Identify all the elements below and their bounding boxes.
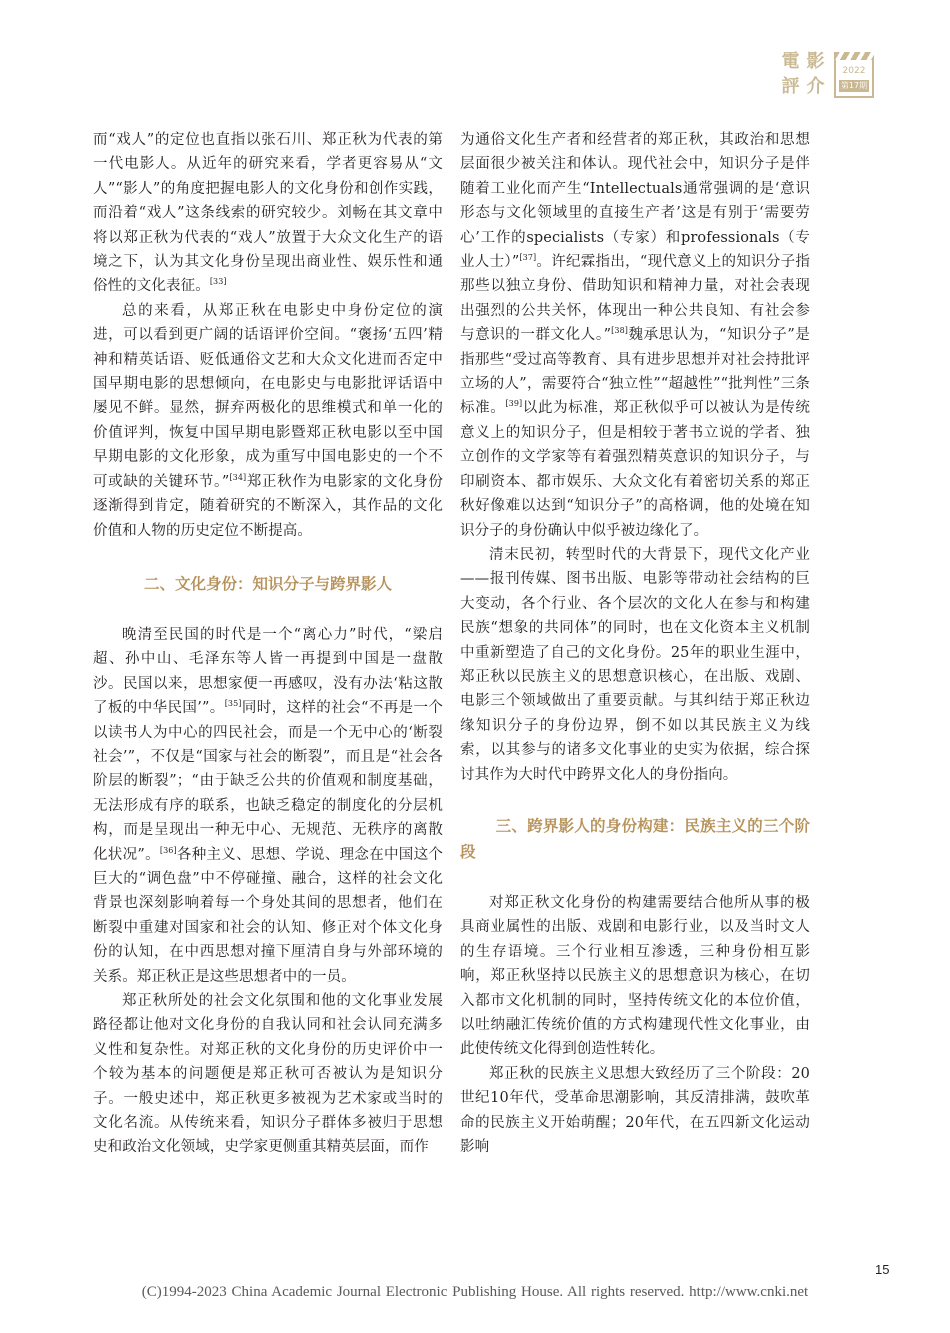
page-number: 15 xyxy=(875,1262,890,1277)
logo-char: 介 xyxy=(806,76,825,97)
citation-ref: [37] xyxy=(519,253,537,263)
right-column xyxy=(460,128,810,1159)
body-paragraph xyxy=(93,989,443,1160)
body-paragraph xyxy=(460,543,810,787)
body-paragraph xyxy=(93,128,443,299)
logo-char: 影 xyxy=(806,51,825,72)
body-paragraph xyxy=(93,299,443,543)
paragraph-text: 魏承思认为，“知识分子”是指那些“受过高等教育、具有进步思想并对社会持批评立场的人”，需要符合“独立性”“超越性”“批判性”三条标准。 xyxy=(460,327,811,417)
paragraph-text: 各种主义、思想、学说、理念在中国这个巨大的“调色盘”中不停碰撞、融合，这样的社会文化背景也深刻影响着每一个身处其间的思想者，他们在断裂中重建对国家和社会的认知、修正对个体文化身份的认知，在中西思想对撞下厘清自身与外部环境的关系。郑正秋正是这些思想者中的一员。 xyxy=(93,846,443,985)
paragraph-text: 。许纪霖指出，“现代意义上的知识分子指那些以独立身份、借助知识和精神力量，对社会表现出强烈的公共关怀，体现出一种公共良知、有社会参与意识的一群文化人。” xyxy=(460,254,811,344)
logo-char: 電 xyxy=(781,51,800,72)
citation-ref: [36] xyxy=(159,845,177,855)
paragraph-text: 郑正秋的民族主义思想大致经历了三个阶段：20世纪10年代，受革命思潮影响，其反清排满，鼓吹革命的民族主义开始萌醒；20年代，在五四新文化运动影响 xyxy=(460,1065,810,1156)
paragraph-text: 郑正秋所处的社会文化氛围和他的文化事业发展路径都让他对文化身份的自我认同和社会认同充满多义性和复杂性。对郑正秋的文化身份的历史评价中一个较为基本的问题便是郑正秋可否被认为是知识分子。一般史述中，郑正秋更多被视为艺术家或当时的文化名流。从传统来看，知识分子群体多被归于思想史和政治文化领域，史学家更侧重其精英层面，而作 xyxy=(93,993,443,1156)
body-paragraph xyxy=(460,1062,810,1160)
body-paragraph xyxy=(460,128,810,543)
paragraph-text: 为通俗文化生产者和经营者的郑正秋，其政治和思想层面很少被关注和体认。现代社会中，知识分子是伴随着工业化而产生“Intellectuals通常强调的是‘意识形态与文化领域里的直接生产者’这是有别于‘需要劳心’工作的specialists（专家）和professionals（专业人士）” xyxy=(460,132,810,271)
paragraph-text: 清末民初，转型时代的大背景下，现代文化产业——报刊传媒、图书出版、电影等带动社会结构的巨大变动，各个行业、各个层次的文化人在参与和构建民族“想象的共同体”的同时，也在文化资本主义机制中重新塑造了自己的文化身份。25年的职业生涯中，郑正秋以民族主义的思想意识核心，在出版、戏剧、电影三个领域做出了重要贡献。与其纠结于郑正秋边缘知识分子的身份边界，倒不如以其民族主义为线索，以其参与的诸多文化事业的史实为依据，综合探讨其作为大时代中跨界文化人的身份指向。 xyxy=(460,546,810,783)
left-column xyxy=(93,128,443,1160)
section-heading: 三、跨界影人的身份构建：民族主义的三个阶段 xyxy=(460,816,810,861)
citation-ref: [34] xyxy=(229,472,247,482)
journal-logo xyxy=(778,50,876,100)
body-paragraph xyxy=(93,623,443,989)
body-paragraph xyxy=(460,891,810,1062)
paragraph-text: 郑正秋作为电影家的文化身份逐渐得到肯定，随着研究的不断深入，其作品的文化价值和人物的历史定位不断提高。 xyxy=(93,473,443,539)
copyright-footer: (C)1994-2023 China Academic Journal Electronic Publishing House. All rights reserved. http://www.cnki.net xyxy=(141,1284,809,1300)
citation-ref: [35] xyxy=(224,699,242,709)
paragraph-text: 而“戏人”的定位也直指以张石川、郑正秋为代表的第一代电影人。从近年的研究来看，学者更容易从“文人”“影人”的角度把握电影人的文化身份和创作实践，而沿着“戏人”这条线索的研究较少。刘畅在其文章中将以郑正秋为代表的“戏人”放置于大众文化生产的语境之下，认为其文化身份呈现出商业性、娱乐性和通俗性的文化表征。 xyxy=(93,132,443,295)
paragraph-text: 同时，这样的社会“不再是一个以读书人为中心的四民社会，而是一个无中心的‘断裂社会’”，不仅是“国家与社会的断裂”，而且是“社会各阶层的断裂”；“由于缺乏公共的价值观和制度基础，无法形成有序的联系，也缺乏稳定的制度化的分层机构，而是呈现出一种无中心、无规范、无秩序的离散化状况”。 xyxy=(93,700,443,863)
logo-year: 2022 xyxy=(842,66,866,76)
logo-characters xyxy=(778,50,828,100)
citation-ref: [33] xyxy=(209,277,227,287)
paragraph-text: 总的来看，从郑正秋在电影史中身份定位的演进，可以看到更广阔的话语评价空间。“褒扬‘五四’精神和精英话语、贬低通俗文艺和大众文化进而否定中国早期电影的思想倾向，在电影史与电影批评话语中屡见不鲜。显然，摒弃两极化的思维模式和单一化的价值评判，恢复中国早期电影暨郑正秋电影以至中国早期电影的文化形象，成为重写中国电影史的一个不可或缺的关键环节。” xyxy=(93,302,443,490)
logo-issue: 第17期 xyxy=(840,81,868,90)
section-heading: 二、文化身份：知识分子与跨界影人 xyxy=(143,574,392,593)
citation-ref: [39] xyxy=(505,399,523,409)
citation-ref: [38] xyxy=(611,326,628,336)
clapperboard-icon xyxy=(834,58,874,98)
paragraph-text: 以此为标准，郑正秋似乎可以被认为是传统意义上的知识分子，但是相较于著书立说的学者、独立创作的文学家等有着强烈精英意识的知识分子，与印刷资本、都市娱乐、大众文化有着密切关系的郑正秋好像难以达到“知识分子”的高格调，他的处境在知识分子的身份确认中似乎被边缘化了。 xyxy=(460,400,810,539)
logo-char: 評 xyxy=(781,76,800,97)
paragraph-text: 晚清至民国的时代是一个“离心力”时代，“梁启超、孙中山、毛泽东等人皆一再提到中国是一盘散沙。民国以来，思想家便一再感叹，没有办法‘粘这散了板的中华民国’”。 xyxy=(93,626,443,717)
paragraph-text: 对郑正秋文化身份的构建需要结合他所从事的极具商业属性的出版、戏剧和电影行业，以及当时文人的生存语境。三个行业相互渗透，三种身份相互影响，郑正秋坚持以民族主义的思想意识为核心，在切入都市文化机制的同时，坚持传统文化的本位价值，以吐纳融汇传统价值的方式构建现代性文化事业，由此使传统文化得到创造性转化。 xyxy=(460,894,810,1058)
